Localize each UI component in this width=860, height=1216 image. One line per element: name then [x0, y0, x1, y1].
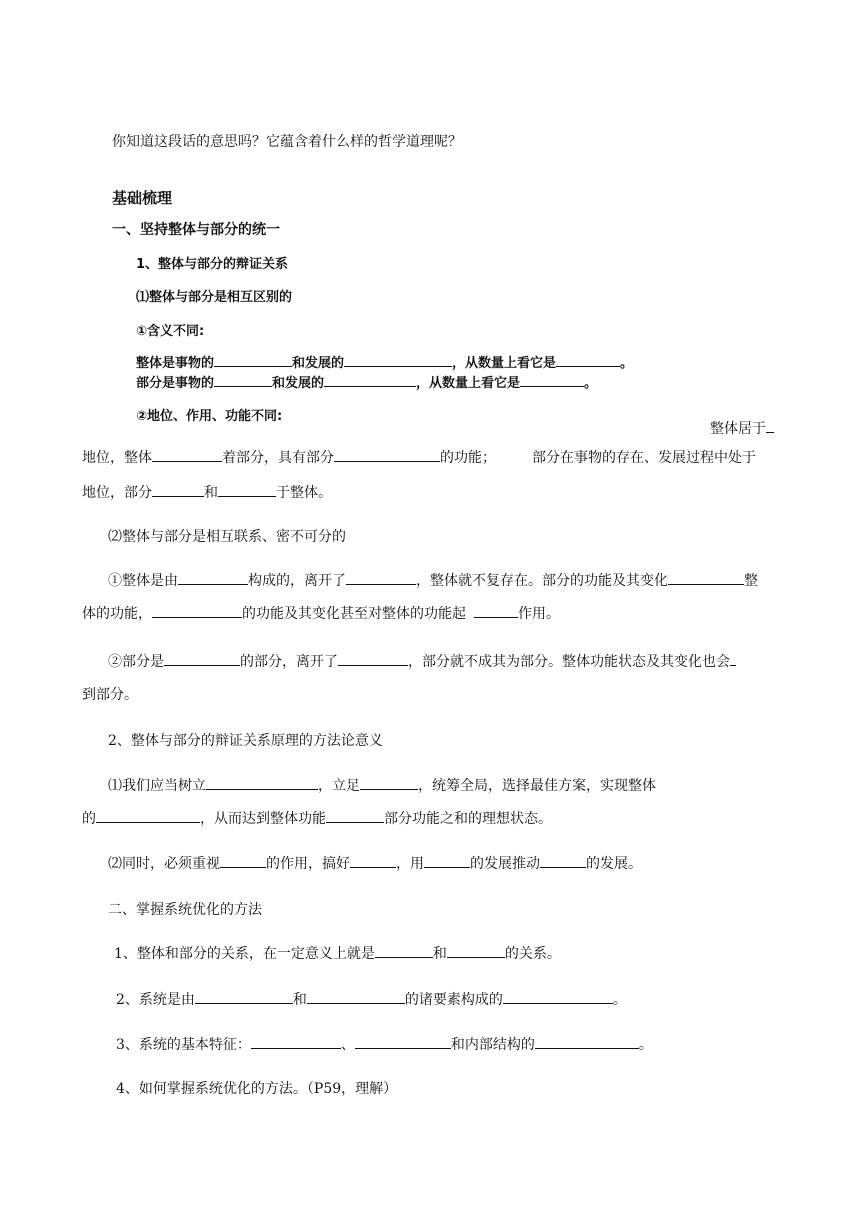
- blank[interactable]: [346, 570, 416, 585]
- meaning-different: ①含义不同:: [136, 324, 205, 339]
- text: ，整体就不复存在。部分的功能及其变化: [416, 573, 668, 589]
- blank[interactable]: [730, 651, 736, 666]
- text: 整体是事物的: [136, 356, 215, 371]
- text: ，从数量上看它是: [452, 356, 557, 371]
- blank[interactable]: [668, 570, 744, 585]
- method-2: [108, 853, 642, 873]
- blank[interactable]: [520, 372, 584, 387]
- blank[interactable]: [195, 989, 293, 1004]
- status-line-1: [710, 418, 774, 438]
- subheading-1-1: ⑴整体与部分是相互区别的: [136, 290, 293, 305]
- item-4: 4、如何掌握系统优化的方法。（P59，理解）: [116, 1081, 398, 1097]
- blank[interactable]: [178, 570, 248, 585]
- text: ①整体是由: [108, 573, 178, 589]
- text: 和: [292, 992, 307, 1008]
- text: 构成的，离开了: [248, 573, 346, 589]
- blank[interactable]: [218, 482, 276, 497]
- text: 的作用，搞好: [266, 856, 350, 872]
- text: 的关系。: [504, 946, 561, 962]
- blank[interactable]: [164, 651, 240, 666]
- text: 和发展的: [272, 376, 325, 391]
- item-1: [114, 943, 561, 963]
- blank[interactable]: [474, 603, 518, 618]
- text: ，立足: [318, 778, 360, 794]
- text: 。: [620, 356, 634, 371]
- text: 整体居于: [710, 421, 766, 437]
- text: 部分功能之和的理想状态。: [384, 811, 552, 827]
- text: 于整体。: [276, 485, 332, 501]
- text: 、: [340, 1037, 355, 1053]
- text: 和内部结构的: [450, 1037, 535, 1053]
- blank[interactable]: [96, 808, 200, 823]
- text: 的发展推动: [470, 856, 540, 872]
- text: 。: [612, 992, 627, 1008]
- blank[interactable]: [152, 603, 242, 618]
- method-1-line-1: [108, 775, 656, 795]
- blank[interactable]: [540, 853, 586, 868]
- paragraph-a-line-1: [108, 570, 758, 590]
- text: 部分在事物的存在、发展过程中处于: [532, 450, 756, 466]
- text: 的部分，离开了: [240, 654, 338, 670]
- blank[interactable]: [766, 418, 774, 433]
- blank[interactable]: [152, 447, 222, 462]
- blank[interactable]: [326, 808, 384, 823]
- text: 。: [638, 1037, 653, 1053]
- text: 作用。: [518, 606, 560, 622]
- blank[interactable]: [251, 1034, 341, 1049]
- text: 地位，整体: [82, 450, 152, 466]
- paragraph-b-line-1: [108, 651, 736, 671]
- status-different: ②地位、作用、功能不同:: [136, 409, 283, 424]
- part-definition: [136, 372, 597, 391]
- text: 2、系统是由: [116, 992, 195, 1008]
- blank[interactable]: [338, 651, 408, 666]
- text: 整: [744, 573, 758, 589]
- blank[interactable]: [307, 989, 405, 1004]
- item-2: [116, 989, 627, 1009]
- blank[interactable]: [360, 775, 418, 790]
- text: 3、系统的基本特征：: [116, 1037, 251, 1053]
- blank[interactable]: [503, 989, 613, 1004]
- text: ，部分就不成其为部分。整体功能状态及其变化也会: [408, 654, 730, 670]
- text: 和发展的: [292, 356, 345, 371]
- text: ，统筹全局，选择最佳方案，实现整体: [418, 778, 656, 794]
- blank[interactable]: [344, 352, 452, 367]
- status-line-3: [82, 482, 332, 502]
- section-title: 基础梳理: [112, 189, 173, 207]
- text: ⑵同时，必须重视: [108, 856, 220, 872]
- text: 体的功能，: [82, 606, 152, 622]
- text: ②部分是: [108, 654, 164, 670]
- text: 的功能及其变化甚至对整体的功能起: [242, 606, 466, 622]
- text: ⑴我们应当树立: [108, 778, 206, 794]
- blank[interactable]: [220, 853, 266, 868]
- text: ，用: [396, 856, 424, 872]
- subheading-1-2: ⑵整体与部分是相互联系、密不可分的: [108, 529, 346, 545]
- text: 和: [432, 946, 447, 962]
- text: 部分是事物的: [136, 376, 215, 391]
- blank[interactable]: [152, 482, 204, 497]
- blank[interactable]: [556, 352, 620, 367]
- status-line-2: [82, 447, 756, 467]
- text: 的: [82, 811, 96, 827]
- blank[interactable]: [350, 853, 396, 868]
- blank[interactable]: [355, 1034, 451, 1049]
- intro-question: 你知道这段话的意思吗？它蕴含着什么样的哲学道理呢？: [112, 134, 462, 150]
- text: 的功能；: [440, 450, 496, 466]
- blank[interactable]: [206, 775, 318, 790]
- whole-definition: [136, 352, 633, 371]
- text: 着部分，具有部分: [222, 450, 334, 466]
- text: ，从数量上看它是: [416, 376, 521, 391]
- method-1-line-2: [82, 808, 552, 828]
- blank[interactable]: [424, 853, 470, 868]
- paragraph-b-line-2: 到部分。: [82, 687, 138, 703]
- item-3: [116, 1034, 653, 1054]
- blank[interactable]: [535, 1034, 639, 1049]
- blank[interactable]: [334, 447, 440, 462]
- text: 。: [584, 376, 598, 391]
- heading-1: 一、坚持整体与部分的统一: [112, 222, 280, 238]
- paragraph-a-line-2: [82, 603, 560, 623]
- text: 的诸要素构成的: [404, 992, 503, 1008]
- blank[interactable]: [447, 943, 505, 958]
- blank[interactable]: [214, 372, 272, 387]
- text: 和: [204, 485, 218, 501]
- subheading-2: 2、整体与部分的辩证关系原理的方法论意义: [108, 733, 383, 749]
- blank[interactable]: [375, 943, 433, 958]
- heading-2: 二、掌握系统优化的方法: [108, 902, 262, 918]
- text: 1、整体和部分的关系，在一定意义上就是: [114, 946, 375, 962]
- subheading-1: 1、整体与部分的辩证关系: [136, 257, 289, 272]
- text: 的发展。: [586, 856, 642, 872]
- text: 地位，部分: [82, 485, 152, 501]
- blank[interactable]: [214, 352, 292, 367]
- blank[interactable]: [324, 372, 416, 387]
- text: ，从而达到整体功能: [200, 811, 326, 827]
